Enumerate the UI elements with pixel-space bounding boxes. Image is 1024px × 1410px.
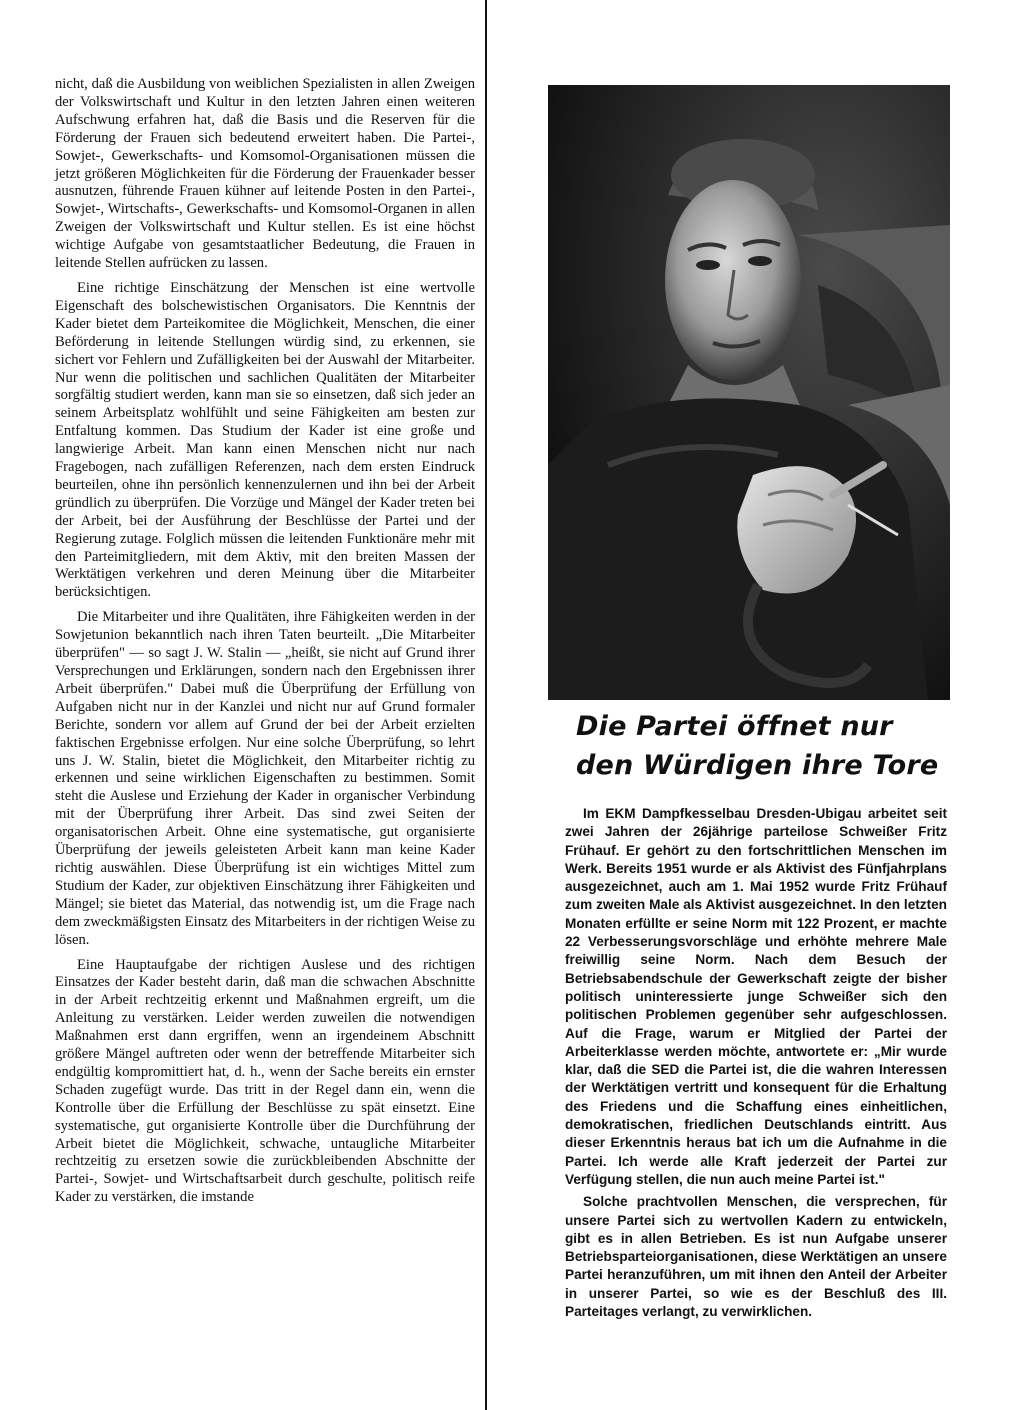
article-headline: Die Partei öffnet nur den Würdigen ihre Tore — [576, 711, 939, 781]
welder-portrait-photo — [548, 85, 950, 700]
left-paragraph-3: Die Mitarbeiter und ihre Qualitäten, ihre Fähigkeiten werden in der Sowjetunion bekanntlich nach ihren Taten beurteilt. „Die Mitarbeiter überprüfen" — so sagt J. W. Stalin — „heißt, sie nicht auf Grund ihrer Versprechungen und Erklärungen, sondern nach den Ergebnissen ihrer Arbeit überprüfen." Dabei muß die Überprüfung der Erfüllung von Aufgaben nicht nur in der Kanzlei und nicht nur auf Grund formaler Berichte, sondern vor allem auf Grund der bei der Arbeit erzielten faktischen Ergebnisse erfolgen. Nur eine solche Überprüfung, so lehrt uns J. W. Stalin, bietet die Möglichkeit, den Mitarbeiter richtig zu erkennen und seine wirklichen Eigenschaften zu bestimmen. Somit steht die Auslese und Erziehung der Kader in organischer Verbindung mit der Überprüfung ihrer Arbeit. Das sind zwei Seiten der organisatorischen Arbeit. Ohne eine systematische, gut organisierte Überprüfung der jeweils geleisteten Arbeit kann man keine Kader richtig auswählen. Diese Überprüfung ist ein wichtiges Mittel zum Studium der Kader, zur objektiven Einschätzung ihrer Fähigkeiten und Mängel; sie bietet das Material, das notwendig ist, um die Frage nach dem zweckmäßigsten Einsatz des Mitarbeiters in der richtigen Weise zu lösen. — [55, 609, 475, 948]
left-article-column — [55, 76, 475, 1214]
column-divider — [485, 0, 487, 1410]
left-paragraph-4: Eine Hauptaufgabe der richtigen Auslese und des richtigen Einsatzes der Kader besteht darin, daß man die schwachen Abschnitte in der Arbeit rechtzeitig erkennt und Maßnahmen ergreift, um die Anleitung zu verstärken. Leider werden zuweilen die notwendigen Maßnahmen erst dann ergriffen, wenn an irgendeinem Abschnitt größere Mängel auftreten oder wenn der betreffende Mitarbeiter sich endgültig kompromittiert hat, d. h., wenn der Sache bereits ein ernster Schaden zugefügt wurde. Das tritt in der Regel dann ein, wenn die Kontrolle über die Erfüllung der Beschlüsse zu spät einsetzt. Eine systematische, gut organisierte Kontrolle über die Durchführung der Arbeit bietet die Möglichkeit, schwache, untaugliche Mitarbeiter rechtzeitig zu ersetzen sowie die zurückbleibenden Abschnitte der Partei-, Sowjet- und Wirtschaftsarbeit durch geschulte, politisch reife Kader zu verstärken, die imstande — [55, 956, 475, 1206]
right-paragraph-2: Solche prachtvollen Menschen, die versprechen, für unsere Partei sich zu wertvollen Kadern zu entwickeln, gibt es in allen Betrieben. Es ist nun Aufgabe unserer Betriebsparteiorganisationen, diese Werktätigen an unsere Partei heranzuführen, um mit ihnen den Anteil der Arbeiter in unserer Partei, so wie es der Beschluß des III. Parteitages verlangt, zu verwirklichen. — [565, 1194, 947, 1320]
photo-illustration — [548, 85, 950, 700]
right-article-column — [565, 805, 947, 1325]
left-paragraph-2: Eine richtige Einschätzung der Menschen ist eine wertvolle Eigenschaft des bolschewistischen Organisators. Die Kenntnis der Kader bietet dem Parteikomitee die Möglichkeit, Menschen, die einer Beförderung in leitende Stellungen würdig sind, zu erkennen, sie sichert vor Fehlern und Zufälligkeiten bei der Auswahl der Mitarbeiter. Nur wenn die politischen und sachlichen Qualitäten der Mitarbeiter sorgfältig studiert werden, kann man sie so einsetzen, daß sich jeder an seinem Arbeitsplatz wohlfühlt und seine Fähigkeiten am besten zur Entfaltung kommen. Das Studium der Kader ist eine große und langwierige Arbeit. Man kann einen Menschen nicht nur nach Fragebogen, nach zufälligen Referenzen, nach dem ersten Eindruck beurteilen, ohne ihn persönlich kennenzulernen und ihn bei der Arbeit gründlich zu überprüfen. Die Vorzüge und Mängel der Kader treten bei der Arbeit, bei der Ausführung der Beschlüsse der Partei und der Regierung zutage. Folglich müssen die leitenden Funktionäre mehr mit den Parteimitgliedern, mit dem Aktiv, mit den breiten Massen der Werktätigen verkehren und deren Meinung über die Mitarbeiter berücksichtigen. — [55, 279, 475, 601]
right-paragraph-1: Im EKM Dampfkesselbau Dresden-Ubigau arbeitet seit zwei Jahren der 26jährige parteilose Schweißer Fritz Frühauf. Er gehört zu den fortschrittlichen Menschen im Werk. Bereits 1951 wurde er als Aktivist des Fünfjahrplans ausgezeichnet, auch am 1. Mai 1952 wurde Fritz Frühauf zum zweiten Male als Aktivist ausgezeichnet. In den letzten Monaten erfüllte er seine Norm mit 122 Prozent, er machte 22 Verbesserungsvorschläge und erhöhte mehrere Male freiwillig seine Norm. Nach dem Besuch der Betriebsabendschule der Gewerkschaft zeigte der bisher politisch uninteressierte junge Schweißer sich den politischen Problemen gegenüber sehr aufgeschlossen. Auf die Frage, warum er Mitglied der Partei der Arbeiterklasse werden möchte, antwortete er: „Mir wurde klar, daß die SED die Partei ist, die die wahren Interessen der Werktätigen vertritt und konsequent für die Erhaltung des Friedens und die Schaffung eines einheitlichen, demokratischen, friedlichen Deutschlands eintritt. Aus dieser Erkenntnis heraus bat ich um die Aufnahme in die Partei. Ich werde alle Kraft jederzeit der Partei zur Verfügung stellen, die nun auch meine Partei ist." — [565, 806, 947, 1187]
left-paragraph-1: nicht, daß die Ausbildung von weiblichen Spezialisten in allen Zweigen der Volkswirtschaft und Kultur in den letzten Jahren einen weiteren Aufschwung erfahren hat, daß die Basis und die Reserven für die Förderung der Frauen sich bedeutend erweitert haben. Die Partei-, Sowjet-, Gewerkschafts- und Komsomol-Organisationen müssen die jetzt größeren Möglichkeiten für die Förderung der Frauenkader besser ausnutzen, führende Frauen kühner auf leitende Posten in den Partei-, Sowjet-, Wirtschafts-, Gewerkschafts- und Komsomol-Organen in allen Zweigen der Volkswirtschaft und Kultur stellen. Es ist eine höchst wichtige Aufgabe von gesamtstaatlicher Bedeutung, die Frauen in leitende Stellen aufrücken zu lassen. — [55, 76, 475, 272]
